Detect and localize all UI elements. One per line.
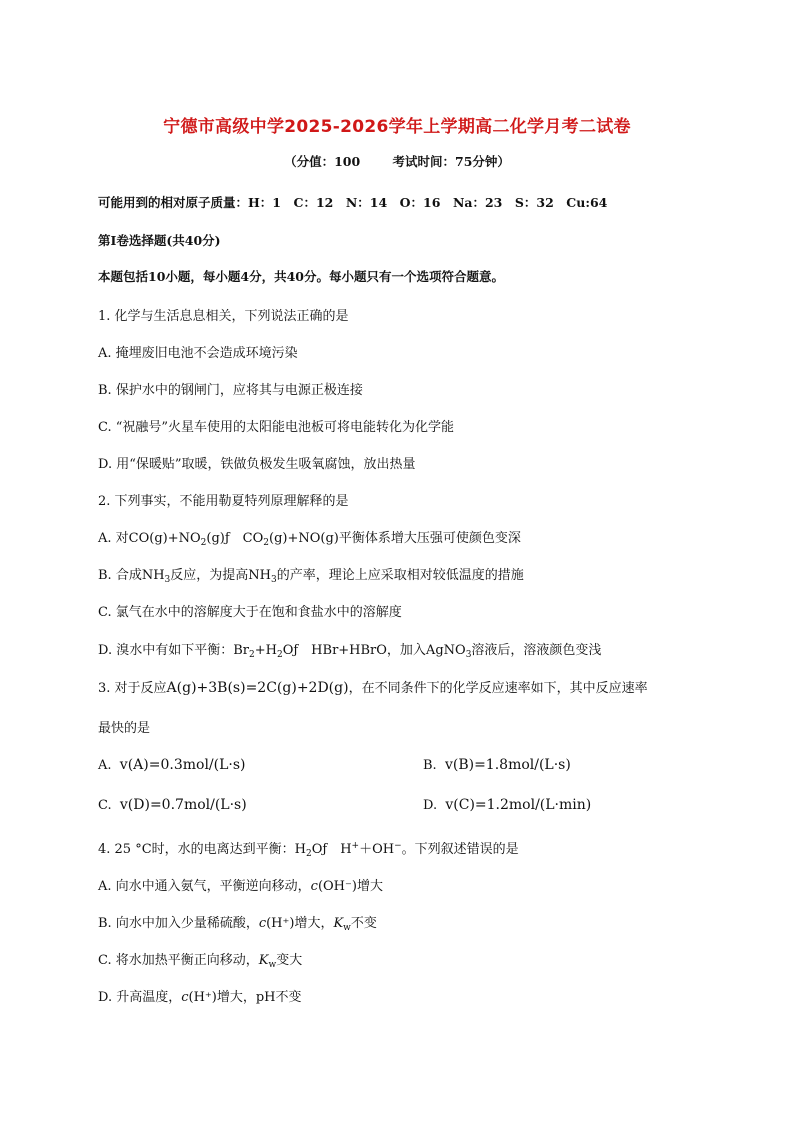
q2-option-a: A. 对$CO(g)+NO_2(g)ƒ$ $CO_2(g)+NO(g)$平衡体系增大压强可使颜色变深 — [98, 531, 521, 548]
score-info: （分值：100 — [284, 154, 361, 169]
q4-stem: 4. 25 °C时，水的电离达到平衡：$H_2Oƒ$ H+＋OH−。下列叙述错误的是 — [98, 841, 519, 859]
time-info: 考试时间：75分钟） — [392, 154, 510, 169]
atomic-masses: 可能用到的相对原子质量：H：1 C：12 N：14 O：16 Na：23 S：32 Cu:64 — [98, 195, 608, 210]
q3-equation: A(g)+3B(s)=2C(g)+2D(g) — [166, 680, 349, 696]
section-title: 第I卷选择题(共40分) — [98, 233, 221, 248]
section-note: 本题包括10小题，每小题4分，共40分。每小题只有一个选项符合题意。 — [98, 269, 504, 284]
q4-option-c: C. 将水加热平衡正向移动，$K_w$变大 — [98, 953, 303, 970]
q4-option-a: A. 向水中通入氨气，平衡逆向移动，c(OH⁻)增大 — [98, 879, 383, 894]
q3-option-a: A. v(A)=0.3mol/(L·s) — [98, 757, 246, 773]
q2-stem: 2. 下列事实，不能用勒夏特列原理解释的是 — [98, 494, 349, 509]
q2-option-b: B. 合成$NH_3$反应，为提高$NH_3$的产率，理论上应采取相对较低温度的措施 — [98, 568, 524, 585]
q3-option-d: D. v(C)=1.2mol/(L·min) — [423, 797, 592, 813]
q3-option-b: B. v(B)=1.8mol/(L·s) — [423, 757, 571, 773]
exam-subtitle — [0, 152, 794, 170]
q1-option-a: A. 掩埋废旧电池不会造成环境污染 — [98, 346, 298, 361]
q2-option-d: D. 溴水中有如下平衡：$Br_2+H_2Oƒ$ HBr+HBrO，加入AgNO$_3$溶液后，溶液颜色变浅 — [98, 643, 602, 660]
q2-option-c: C. 氯气在水中的溶解度大于在饱和食盐水中的溶解度 — [98, 605, 402, 620]
q3-option-c: C. v(D)=0.7mol/(L·s) — [98, 797, 247, 813]
q4-option-d: D. 升高温度，c(H⁺)增大，pH不变 — [98, 990, 302, 1005]
q1-stem: 1. 化学与生活息息相关，下列说法正确的是 — [98, 309, 349, 324]
q4-option-b: B. 向水中加入少量稀硫酸，c(H⁺)增大，$K_w$不变 — [98, 916, 377, 933]
exam-title: 宁德市高级中学2025-2026学年上学期高二化学月考二试卷 — [163, 117, 631, 137]
q3-stem-continued: 最快的是 — [98, 721, 151, 736]
q1-option-d: D. 用“保暖贴”取暖，铁做负极发生吸氧腐蚀，放出热量 — [98, 457, 416, 472]
q1-option-b: B. 保护水中的钢闸门，应将其与电源正极连接 — [98, 383, 363, 398]
q1-option-c: C. “祝融号”火星车使用的太阳能电池板可将电能转化为化学能 — [98, 420, 455, 435]
q3-stem: 3. 对于反应A(g)+3B(s)=2C(g)+2D(g)，在不同条件下的化学反应速率如下，其中反应速率 — [98, 680, 648, 696]
